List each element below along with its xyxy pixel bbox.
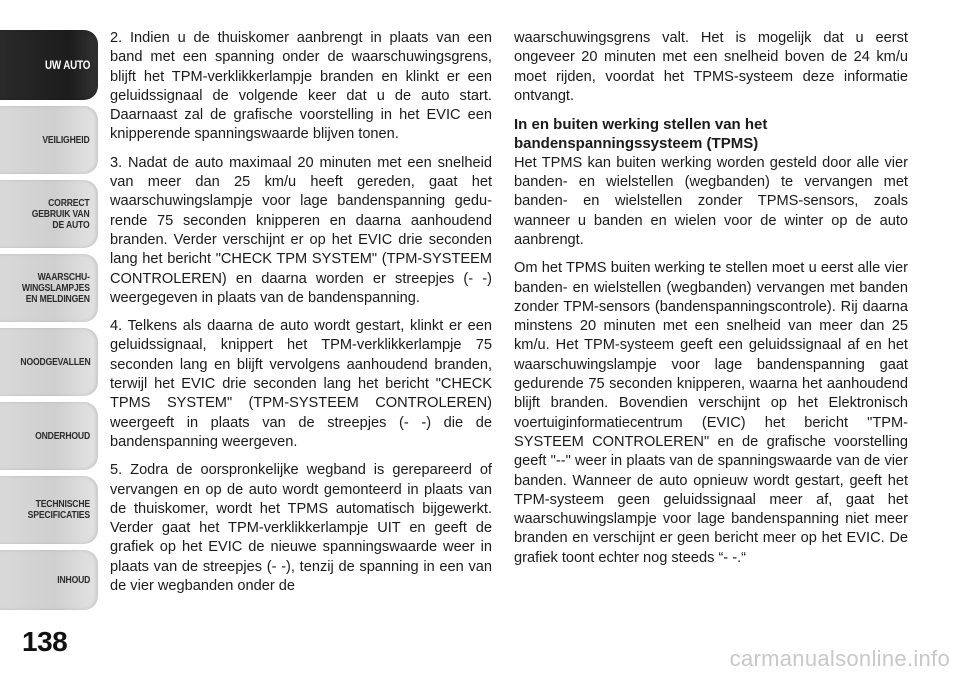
tab-onderhoud[interactable]	[0, 402, 98, 470]
tab-veiligheid[interactable]	[0, 106, 98, 174]
tab-label: VEILIGHEID	[42, 133, 90, 146]
paragraph: Het TPMS kan buiten werking worden gesteld door alle vier banden- en wielstellen (wegbanden) te vervangen met banden- en wielstellen zonder TPMS-sensors, zoals wanneer u banden en wielen voor de winter op de auto aanbrengt.	[514, 154, 908, 248]
tab-uw-auto[interactable]	[0, 30, 98, 100]
tab-noodgevallen[interactable]	[0, 328, 98, 396]
paragraph: 3. Nadat de auto maximaal 20 minuten met een snelheid van meer dan 25 km/u heeft gereden, gaat het waarschuwingslampje voor lage bandenspanning gedurende 75 seconden knipperen en daarna aanhoudend branden. Verder verschijnt er op het EVIC drie seconden lang het bericht "CHECK TPM SYSTEM" (TPM-SYSTEEM CONTROLEREN) en daarna worden er streepjes (- -) weergegeven in plaats van de bandenspanning.	[110, 154, 492, 306]
paragraph: 2. Indien u de thuiskomer aanbrengt in plaats van een band met een spanning onder de waarschuwingsgrens, blijft het TPM-verklikkerlampje branden en klinkt er een geluidssignaal de volgende keer dat u de auto start. Daarnaast zal de grafische voorstelling in het EVIC een knipperende spanningswaarde blijven tonen.	[110, 30, 492, 143]
paragraph-continuation: waarschuwingsgrens valt. Het is mogelijk dat u eerst ongeveer 20 minuten met een snelheid boven de 24 km/u moet rijden, voordat het TPMS-systeem deze informatie ontvangt.	[514, 30, 908, 104]
tab-label: NOODGEVALLEN	[19, 355, 90, 368]
tab-label: ONDERHOUD	[35, 429, 90, 442]
right-text-column	[514, 29, 908, 577]
left-text-column	[110, 29, 492, 605]
paragraph: 4. Telkens als daarna de auto wordt gestart, klinkt er een geluidssignaal, knippert het TPM-verklikkerlampje 75 seconden lang en blijft vervolgens aanhoudend branden, terwijl het EVIC drie seconden lang het bericht "CHECK TPMS SYSTEM" (TPM-SYSTEEM CONTROLEREN) weergeeft in plaats van de streepjes (- -) die de bandenspanning weergeven.	[110, 318, 492, 450]
tab-label: TECHNISCHE SPECIFICATIES	[27, 498, 90, 521]
tab-technische-specificaties[interactable]	[0, 476, 98, 544]
tab-correct-gebruik[interactable]	[0, 180, 98, 248]
paragraph: 5. Zodra de oorspronkelijke wegband is gerepareerd of vervangen en op de auto wordt gemonteerd in plaats van de thuiskomer, wordt het TPMS automatisch bijgewerkt. Verder gaat het TPM-verklikkerlampje UIT en geeft de grafiek op het EVIC de nieuwe spanningswaarde weer in plaats van de streepjes (- -), tenzij de spanning in een van de vier wegbanden onder de	[110, 462, 492, 595]
watermark-text: carmanualsonline.info	[729, 646, 950, 671]
tab-label: CORRECT GEBRUIK VAN DE AUTO	[32, 196, 90, 231]
tab-inhoud[interactable]	[0, 550, 98, 610]
page-number: 138	[22, 626, 68, 657]
tab-label: WAARSCHU- WINGSLAMPJES EN MELDINGEN	[22, 270, 90, 305]
tab-waarschuwingslampjes[interactable]	[0, 254, 98, 322]
chapter-tabs-sidebar	[0, 0, 100, 678]
section-heading: In en buiten werking stellen van het bandenspanningssysteem (TPMS)	[514, 116, 768, 153]
paragraph: Om het TPMS buiten werking te stellen moet u eerst alle vier banden- en wielstellen (wegbanden) vervangen met banden zonder TPM-sensors (bandenspanningscontrole). Rij daarna minstens 20 minuten met een snelheid van meer dan 25 km/u. Het TPM-systeem geeft een geluidssignaal af en het waarschuwingslampje voor lage bandenspanning gaat gedurende 75 seconden knipperen, waarna het aanhoudend blijft branden. Bovendien verschijnt op het Elektronisch voertuiginformatiecentrum (EVIC) het bericht "TPM-SYSTEEM CONTROLEREN" en de grafische voorstelling geeft "--" weer in plaats van de spanningswaarde van de vier banden. Wanneer de auto opnieuw wordt gestart, geeft het TPM-systeem geen geluidssignaal meer af, gaat het waarschuwingslampje voor lage bandenspanning niet meer branden en verschijnt er geen bericht meer op het EVIC. De grafiek toont echter nog steeds “- -.“	[514, 260, 908, 566]
tab-label: UW AUTO	[44, 57, 90, 72]
tab-label: INHOUD	[57, 573, 90, 586]
